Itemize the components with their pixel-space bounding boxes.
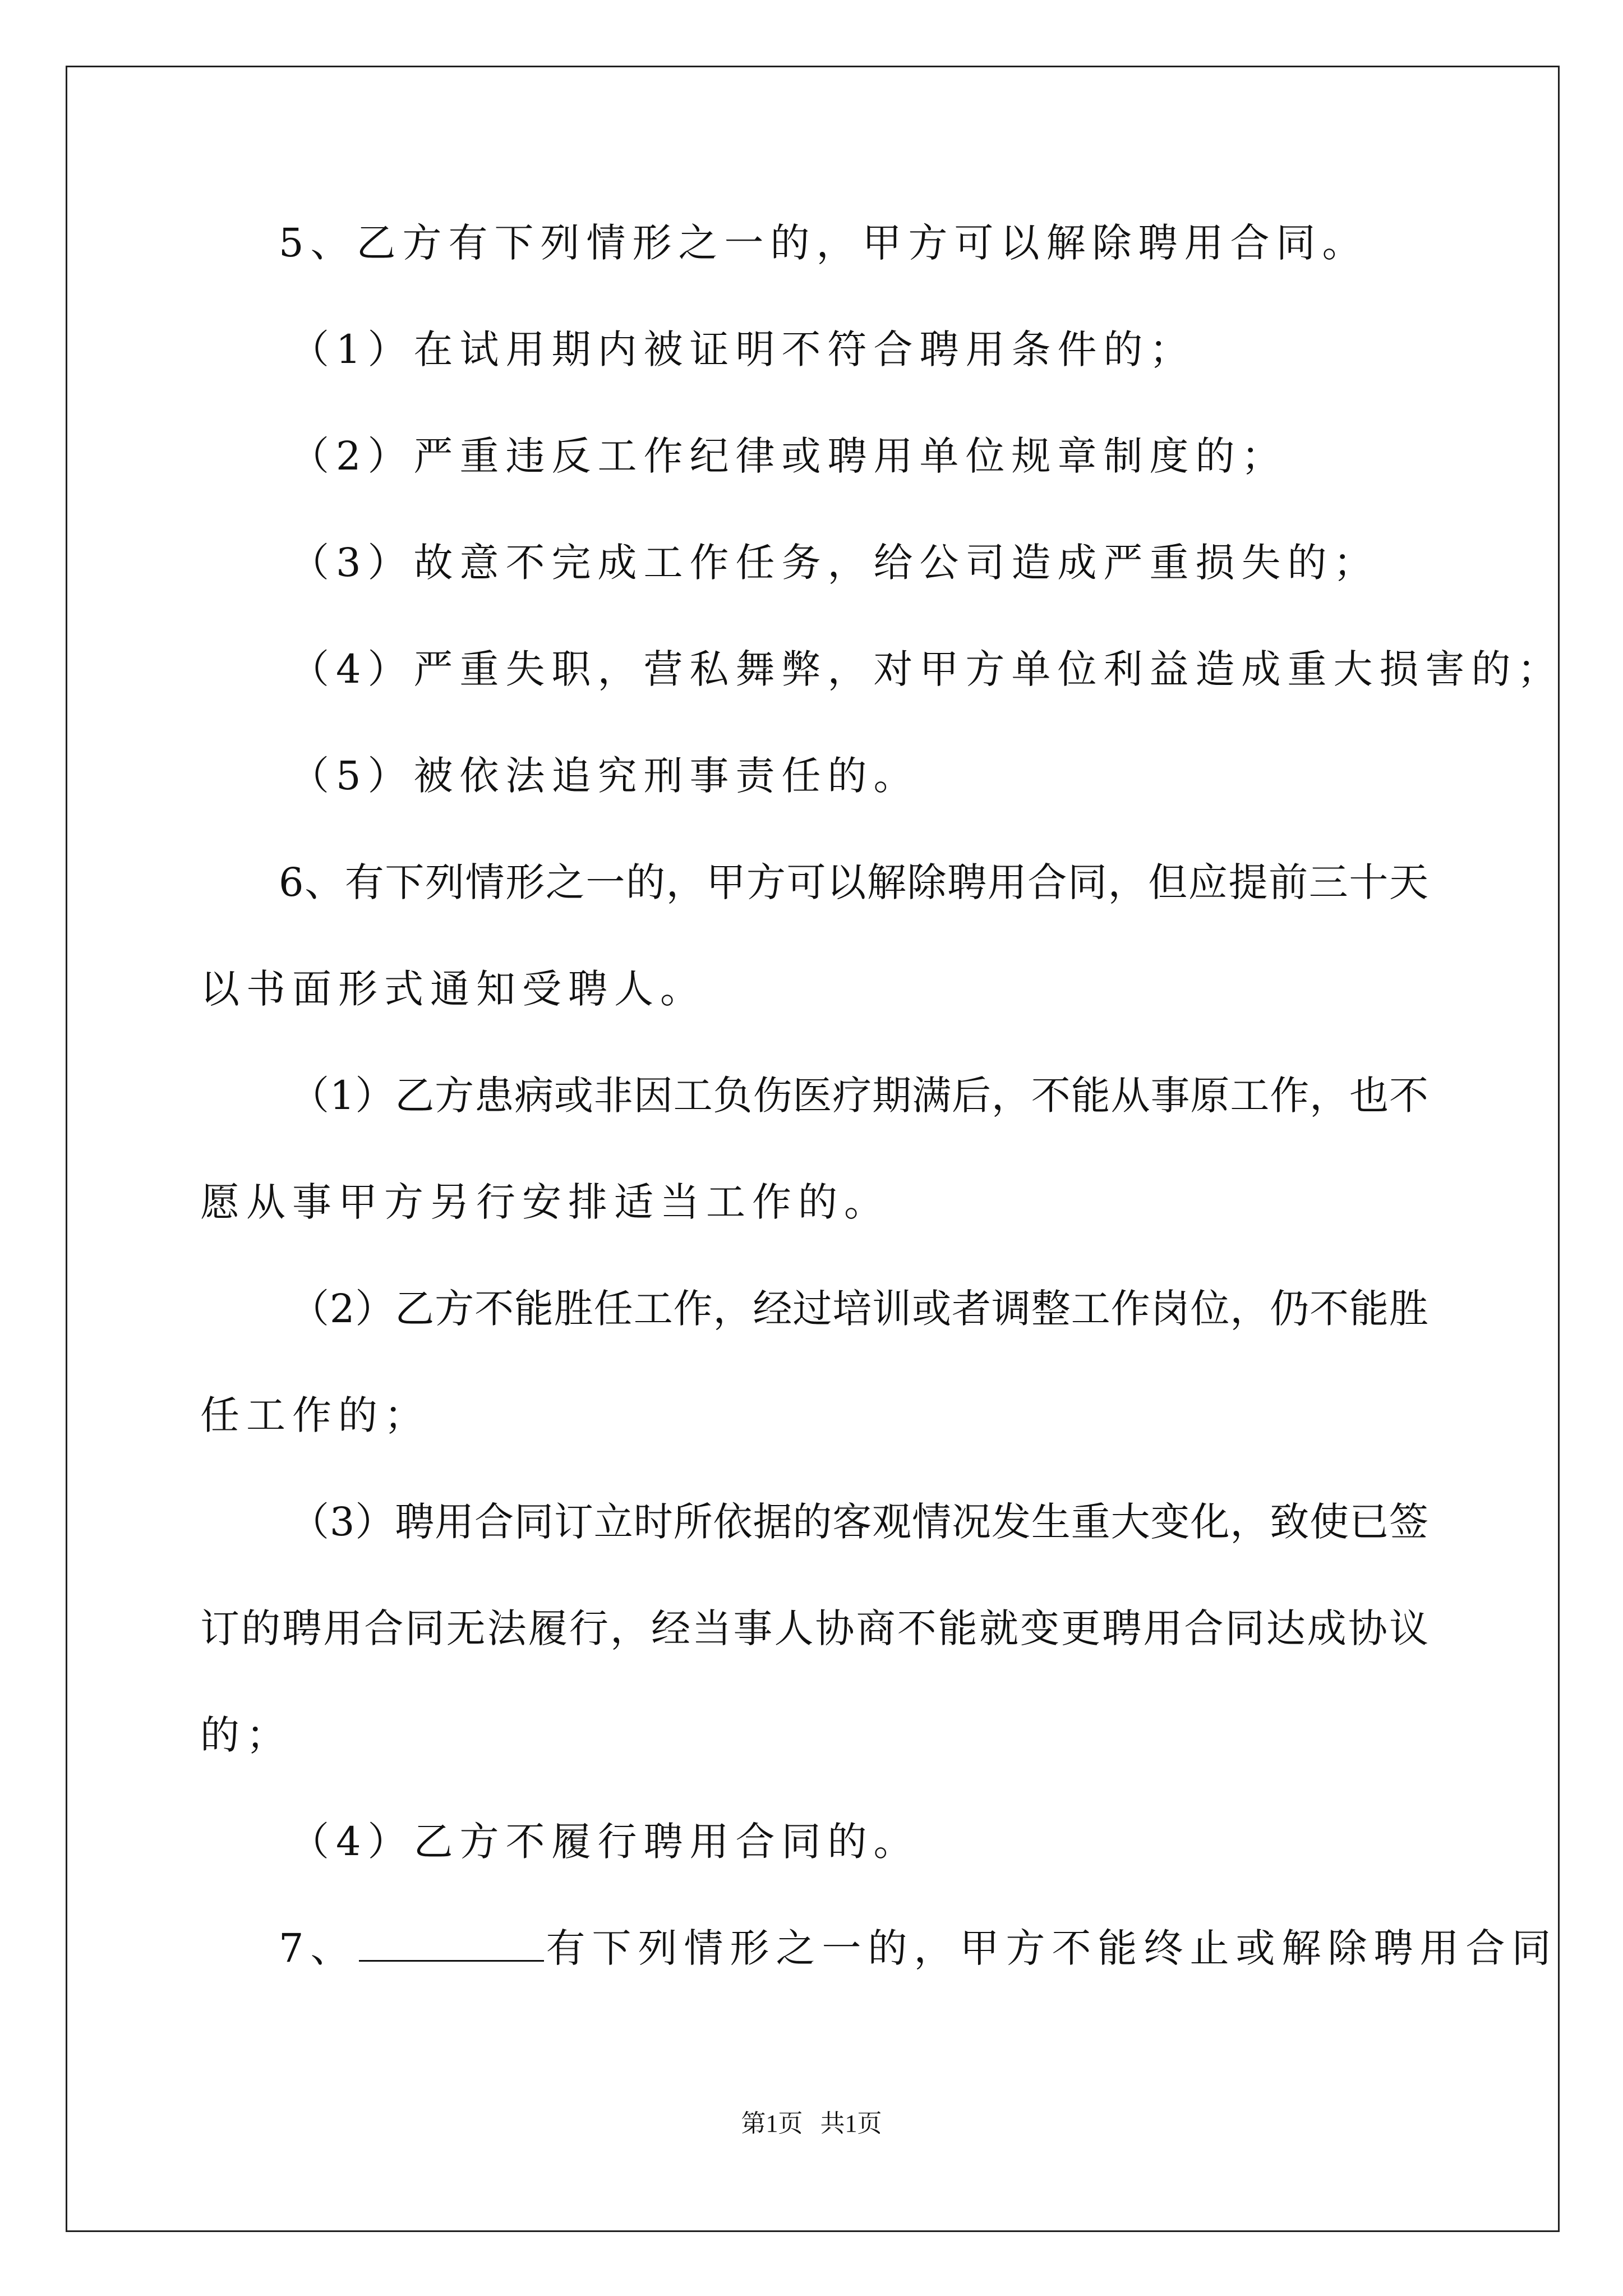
paragraph-line: 6、有下列情形之一的，甲方可以解除聘用合同，但应提前三十天 bbox=[279, 859, 1428, 905]
paragraph-line: 任工作的； bbox=[200, 1392, 430, 1438]
paragraph-line: 以书面形式通知受聘人。 bbox=[200, 966, 706, 1012]
page-number: 第1页 bbox=[741, 2110, 803, 2137]
paragraph-line: （2）乙方不能胜任工作，经过培训或者调整工作岗位，仍不能胜 bbox=[290, 1286, 1428, 1332]
paragraph-line: 订的聘用合同无法履行，经当事人协商不能就变更聘用合同达成协议 bbox=[200, 1605, 1428, 1651]
total-pages: 共1页 bbox=[820, 2110, 882, 2137]
clause-number: 7、 bbox=[279, 1925, 357, 1971]
clause-text: 有下列情形之一的，甲方不能终止或解除聘用合同 bbox=[546, 1925, 1558, 1971]
fill-in-blank bbox=[359, 1927, 544, 1962]
page-footer bbox=[0, 2108, 1623, 2139]
paragraph-line: （1）乙方患病或非因工负伤医疗期满后，不能从事原工作，也不 bbox=[290, 1073, 1428, 1119]
paragraph-line: 5、乙方有下列情形之一的，甲方可以解除聘用合同。 bbox=[279, 220, 1368, 266]
paragraph-line: （1）在试用期内被证明不符合聘用条件的； bbox=[290, 326, 1196, 372]
paragraph-line-with-blank bbox=[279, 1926, 1558, 1971]
paragraph-line: 的； bbox=[200, 1712, 292, 1758]
page-border bbox=[66, 66, 1560, 2232]
paragraph-line: （5）被依法追究刑事责任的。 bbox=[290, 753, 920, 799]
paragraph-line: （4）严重失职，营私舞弊，对甲方单位利益造成重大损害的； bbox=[290, 646, 1564, 692]
paragraph-line: （4）乙方不履行聘用合同的。 bbox=[290, 1819, 920, 1865]
paragraph-line: 愿从事甲方另行安排适当工作的。 bbox=[200, 1179, 890, 1225]
paragraph-line: （3）聘用合同订立时所依据的客观情况发生重大变化，致使已签 bbox=[290, 1499, 1428, 1545]
paragraph-line: （3）故意不完成工作任务，给公司造成严重损失的； bbox=[290, 540, 1380, 586]
paragraph-line: （2）严重违反工作纪律或聘用单位规章制度的； bbox=[290, 433, 1288, 479]
